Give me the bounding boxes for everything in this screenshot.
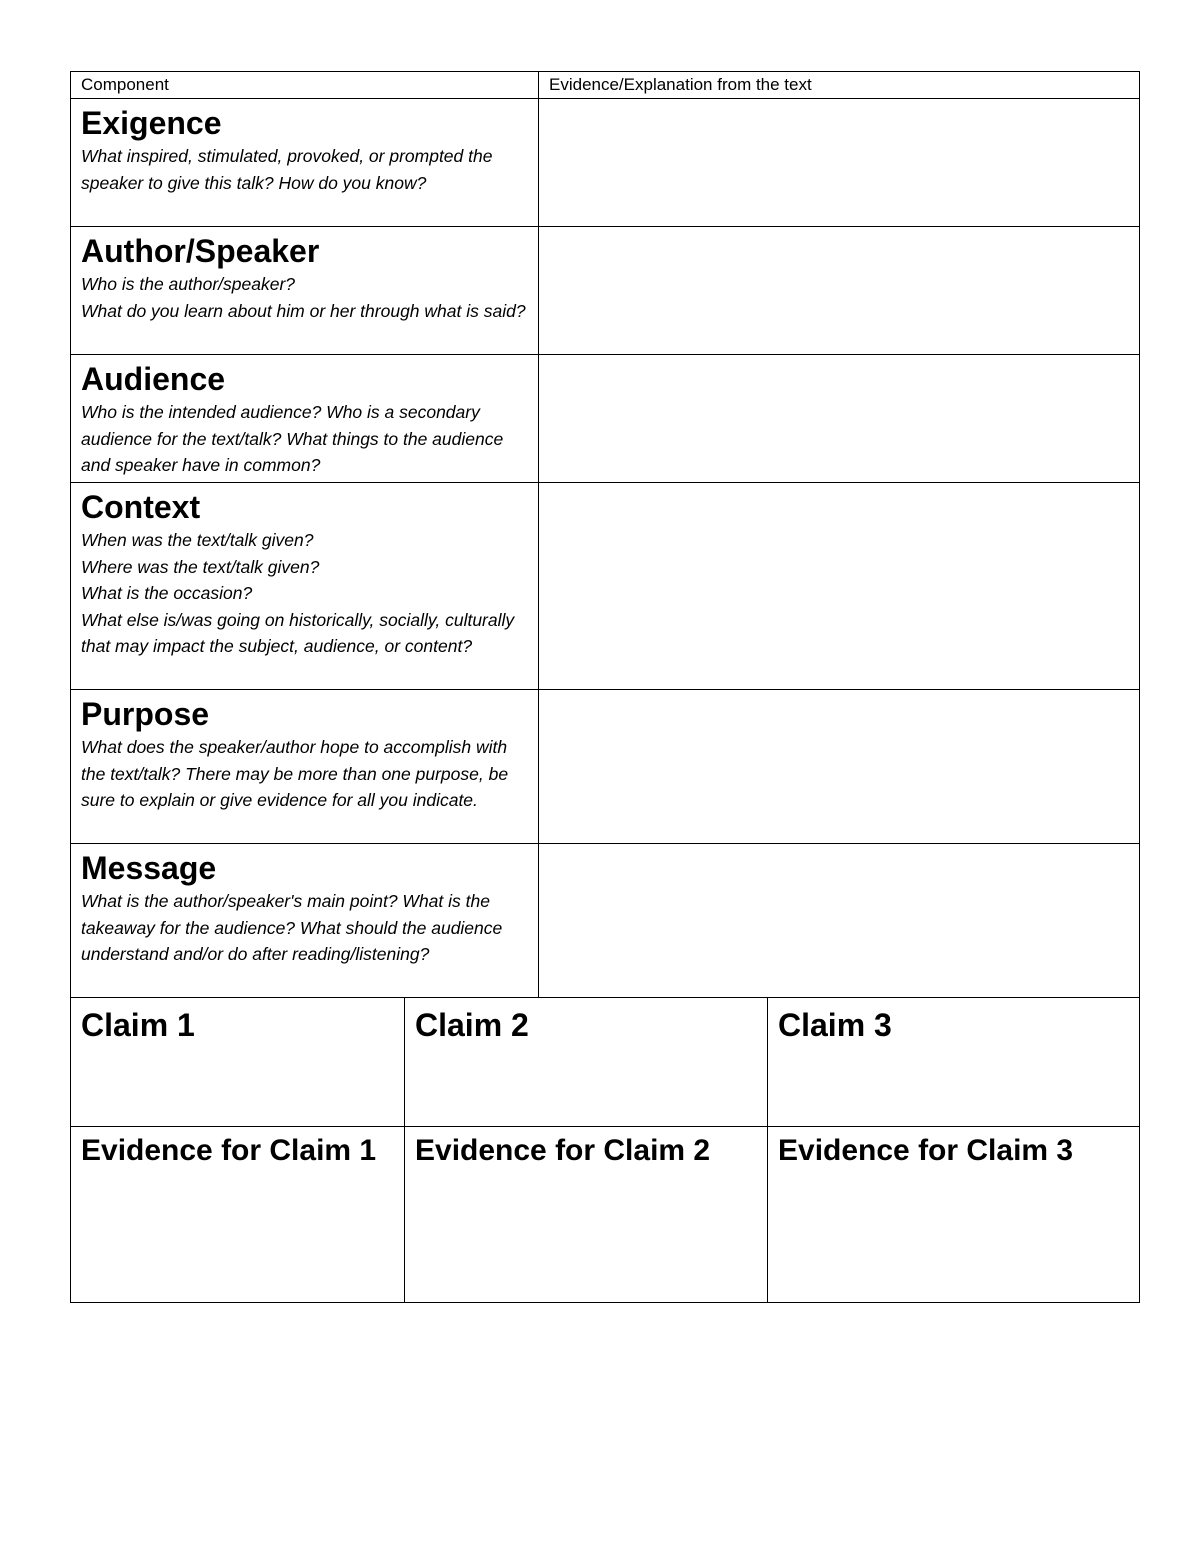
table-row-purpose <box>71 690 1140 844</box>
component-question: What else is/was going on historically, socially, culturally that may impact the subject, audience, or content? <box>81 609 515 656</box>
evidence-title: Evidence for Claim 3 <box>778 1134 1074 1167</box>
claim-title: Claim 3 <box>778 1007 892 1043</box>
claim-cell[interactable] <box>768 998 1140 1127</box>
header-evidence: Evidence/Explanation from the text <box>539 72 1140 99</box>
table-row-message <box>71 844 1140 998</box>
component-cell <box>71 99 539 227</box>
evidence-answer-cell[interactable] <box>539 355 1140 483</box>
component-title: Message <box>81 850 217 886</box>
table-row-context <box>71 483 1140 690</box>
component-question: When was the text/talk given? <box>81 530 314 550</box>
claims-row <box>71 998 1140 1127</box>
claim-cell[interactable] <box>71 998 405 1127</box>
evidence-cell[interactable] <box>71 1127 405 1303</box>
evidence-answer-cell[interactable] <box>539 227 1140 355</box>
header-component: Component <box>71 72 539 99</box>
evidence-answer-cell[interactable] <box>539 483 1140 690</box>
component-title: Context <box>81 489 201 525</box>
table-row-audience <box>71 355 1140 483</box>
evidence-answer-cell[interactable] <box>539 99 1140 227</box>
component-question: Who is the intended audience? Who is a secondary audience for the text/talk? What things to the audience and speaker have in common? <box>81 402 504 475</box>
component-question: What does the speaker/author hope to accomplish with the text/talk? There may be more than one purpose, be sure to explain or give evidence for all you indicate. <box>81 737 509 810</box>
evidence-cell[interactable] <box>405 1127 768 1303</box>
evidence-answer-cell[interactable] <box>539 844 1140 998</box>
component-cell <box>71 355 539 483</box>
component-title: Purpose <box>81 696 210 732</box>
component-question: What is the occasion? <box>81 583 253 603</box>
claim-title: Claim 1 <box>81 1007 195 1043</box>
component-question: What is the author/speaker's main point? What is the takeaway for the audience? What should the audience understand and/or do after reading/listening? <box>81 891 503 964</box>
evidence-title: Evidence for Claim 1 <box>81 1134 377 1167</box>
claim-title: Claim 2 <box>415 1007 529 1043</box>
component-title: Author/Speaker <box>81 233 320 269</box>
claim-cell[interactable] <box>405 998 768 1127</box>
rhetorical-analysis-table <box>70 71 1140 998</box>
component-title: Exigence <box>81 105 222 141</box>
table-row-exigence <box>71 99 1140 227</box>
component-cell <box>71 483 539 690</box>
claims-table <box>70 997 1140 1303</box>
evidence-answer-cell[interactable] <box>539 690 1140 844</box>
table-row-author-speaker <box>71 227 1140 355</box>
component-cell <box>71 227 539 355</box>
table-header-row <box>71 72 1140 99</box>
evidence-row <box>71 1127 1140 1303</box>
evidence-title: Evidence for Claim 2 <box>415 1134 711 1167</box>
component-question: Who is the author/speaker? <box>81 274 296 294</box>
component-cell <box>71 844 539 998</box>
component-title: Audience <box>81 361 226 397</box>
evidence-cell[interactable] <box>768 1127 1140 1303</box>
component-cell <box>71 690 539 844</box>
component-question: Where was the text/talk given? <box>81 556 320 577</box>
component-question: What inspired, stimulated, provoked, or prompted the speaker to give this talk? How do you know? <box>81 146 493 193</box>
component-question: What do you learn about him or her through what is said? <box>81 300 526 321</box>
